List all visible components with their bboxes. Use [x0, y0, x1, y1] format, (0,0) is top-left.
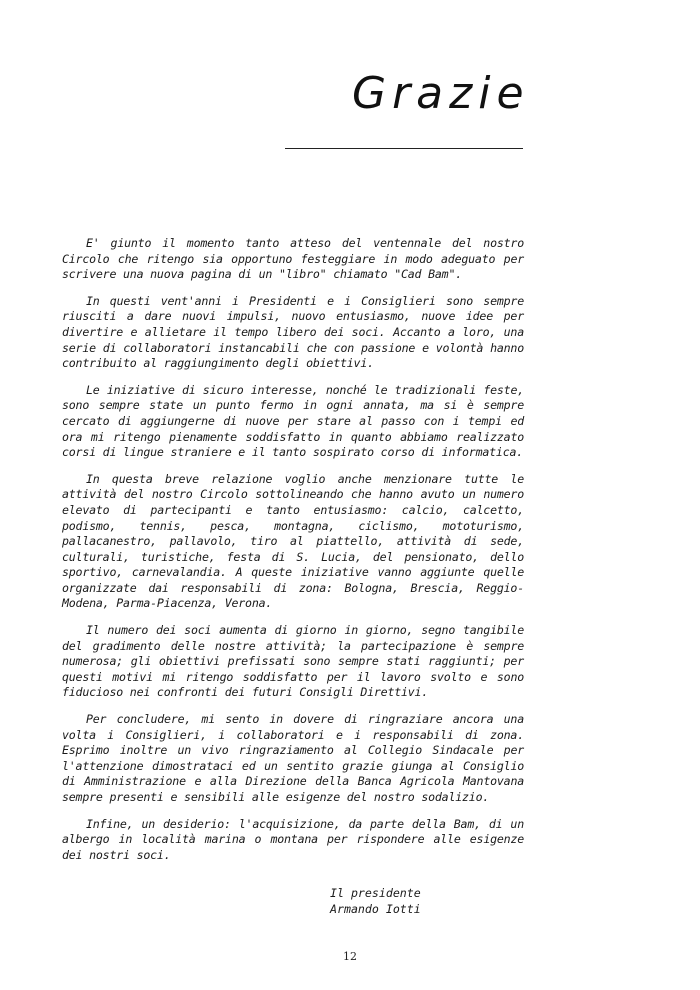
page-title: Grazie — [352, 68, 530, 119]
signature-name: Armando Iotti — [330, 901, 421, 916]
signature-role: Il presidente — [330, 886, 421, 900]
page-number: 12 — [343, 950, 357, 963]
paragraph-3: Le iniziative di sicuro interesse, nonché le tradizionali feste, sono sempre state un punto fermo in ogni annata, ma si è sempre cercato di aggiungerne di nuove per stare al passo con i tempi ed ora mi ritengo pienamente soddisfatto in quanto abbiamo realizzato corsi di lingue straniere e il tanto sospirato corso di informatica. — [62, 382, 524, 460]
paragraph-4: In questa breve relazione voglio anche menzionare tutte le attività del nostro Circolo sottolineando che hanno avuto un numero elevato di partecipanti e tanto entusiasmo: calcio, calcetto, podismo, tennis, pesca, montagna, ciclismo, mototurismo, pallacanestro, pallavolo, tiro al piattello, attività di sede, culturali, turistiche, festa di S. Lucia, del pensionato, dello sportivo, carnevalandia. A queste iniziative vanno aggiunte quelle organizzate dai responsabili di zona: Bologna, Brescia, Reggio-Modena, Parma-Piacenza, Verona. — [62, 471, 524, 611]
paragraph-2: In questi vent'anni i Presidenti e i Consiglieri sono sempre riusciti a dare nuovi impulsi, nuovo entusiasmo, nuove idee per divertire e allietare il tempo libero dei soci. Accanto a loro, una serie di collaboratori instancabili che con passione e volontà hanno contribuito al raggiungimento degli obiettivi. — [62, 293, 524, 371]
paragraph-5: Il numero dei soci aumenta di giorno in giorno, segno tangibile del gradimento delle nostre attività; la partecipazione è sempre numerosa; gli obiettivi prefissati sono sempre stati raggiunti; per questi motivi mi ritengo soddisfatto per il lavoro svolto e sono fiducioso nei confronti dei futuri Consigli Direttivi. — [62, 623, 524, 700]
paragraph-6: Per concludere, mi sento in dovere di ringraziare ancora una volta i Consiglieri, i collaboratori e i responsabili di zona. Esprimo inoltre un vivo ringraziamento al Collegio Sindacale per l'attenzione dimostrataci ed un sentito grazie giunga al Consiglio di Amministrazione e alla Direzione della Banca Agricola Mantovana sempre presenti e sensibili alle esigenze del nostro sodalizio. — [62, 712, 524, 804]
paragraph-7: Infine, un desiderio: l'acquisizione, da parte della Bam, di un albergo in località marina o montana per rispondere alle esigenze dei nostri soci. — [62, 816, 524, 862]
title-underline — [285, 148, 523, 149]
paragraph-1: E' giunto il momento tanto atteso del ventennale del nostro Circolo che ritengo sia opportuno festeggiare in modo adeguato per scrivere una nuova pagina di un "libro" chiamato "Cad Bam". — [62, 236, 524, 282]
signature-block — [330, 886, 421, 917]
letter-body — [62, 236, 524, 874]
